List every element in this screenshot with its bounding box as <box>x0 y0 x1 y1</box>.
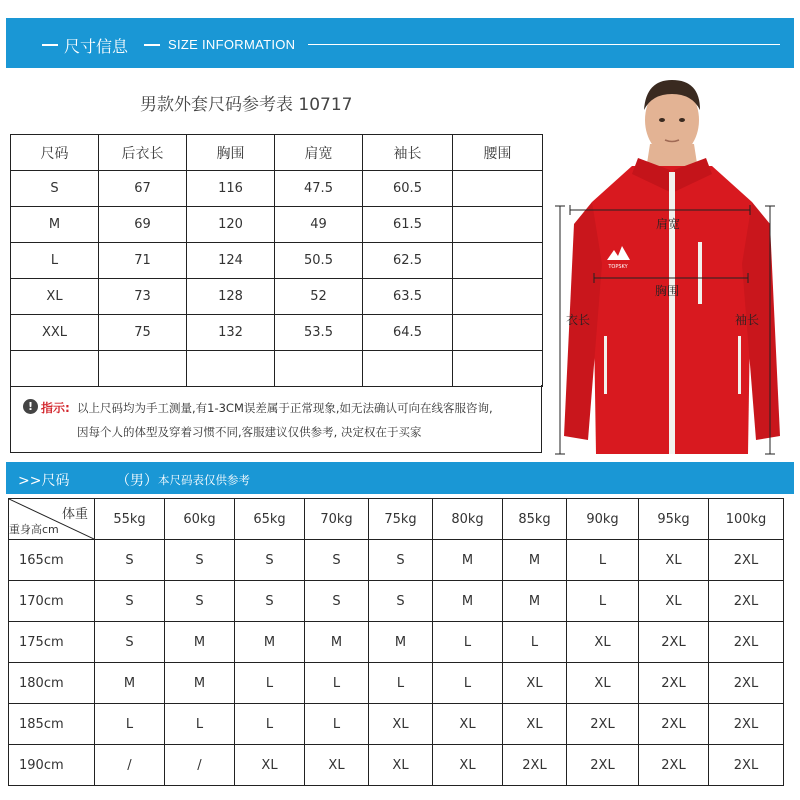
recommended-size-cell: XL <box>433 745 503 786</box>
size-chart-cell <box>363 351 453 387</box>
recommended-size-cell: L <box>235 663 305 704</box>
size-chart-cell <box>187 351 275 387</box>
recommended-size-cell: L <box>567 581 639 622</box>
recommended-size-cell: L <box>503 622 567 663</box>
recommended-size-cell: M <box>503 581 567 622</box>
size-chart-cell: L <box>11 243 99 279</box>
size-chart-title: 男款外套尺码参考表 10717 <box>140 95 353 115</box>
measurement-note <box>10 385 542 453</box>
recommended-size-cell: L <box>567 540 639 581</box>
recommended-size-cell: XL <box>503 704 567 745</box>
sleeve-label: 袖长 <box>735 313 760 327</box>
height-cell: 170cm <box>9 581 95 622</box>
recommendation-row <box>9 540 784 581</box>
weight-axis-label: 体重 <box>61 507 88 522</box>
size-chart-row <box>11 207 543 243</box>
size-chart-header: 袖长 <box>363 135 453 171</box>
chest-label: 胸围 <box>655 284 680 298</box>
banner-dash-left <box>42 44 58 46</box>
weight-header: 85kg <box>503 499 567 540</box>
recommended-size-cell: 2XL <box>567 704 639 745</box>
height-axis-label: 重身高cm <box>9 523 59 536</box>
recommended-size-cell: XL <box>639 581 709 622</box>
size-chart-cell: 60.5 <box>363 171 453 207</box>
recommended-size-cell: L <box>165 704 235 745</box>
size-chart-cell: 47.5 <box>275 171 363 207</box>
recommendation-bar <box>6 462 794 494</box>
banner-dash-right <box>144 44 160 46</box>
recommended-size-cell: / <box>165 745 235 786</box>
weight-header: 100kg <box>709 499 784 540</box>
recommendation-note: 本尺码表仅供参考 <box>158 473 250 487</box>
size-chart-cell: S <box>11 171 99 207</box>
recommended-size-cell: XL <box>639 540 709 581</box>
recommended-size-cell: XL <box>567 663 639 704</box>
recommended-size-cell: S <box>305 581 369 622</box>
size-chart-cell: 132 <box>187 315 275 351</box>
recommended-size-cell: 2XL <box>709 704 784 745</box>
recommended-size-cell: S <box>369 581 433 622</box>
weight-header: 70kg <box>305 499 369 540</box>
size-chart-header: 腰围 <box>453 135 543 171</box>
note-label: 指示: <box>41 401 70 415</box>
recommendation-header-row <box>9 499 784 540</box>
size-chart-cell: 61.5 <box>363 207 453 243</box>
recommended-size-cell: S <box>305 540 369 581</box>
size-chart-row <box>11 351 543 387</box>
size-chart-cell: 75 <box>99 315 187 351</box>
size-chart-cell: 69 <box>99 207 187 243</box>
size-chart-cell: 124 <box>187 243 275 279</box>
size-chart-body <box>11 171 543 387</box>
recommended-size-cell: XL <box>433 704 503 745</box>
alert-icon: ! <box>23 399 38 414</box>
recommended-size-cell: XL <box>305 745 369 786</box>
size-chart-cell: 62.5 <box>363 243 453 279</box>
size-chart-cell: M <box>11 207 99 243</box>
recommended-size-cell: M <box>235 622 305 663</box>
height-cell: 165cm <box>9 540 95 581</box>
recommended-size-cell: M <box>433 540 503 581</box>
recommended-size-cell: 2XL <box>639 622 709 663</box>
size-chart-cell: 49 <box>275 207 363 243</box>
recommended-size-cell: L <box>95 704 165 745</box>
recommended-size-cell: L <box>305 704 369 745</box>
size-chart-cell <box>453 315 543 351</box>
length-label: 衣长 <box>566 313 591 327</box>
size-chart-row <box>11 243 543 279</box>
size-recommendation-table <box>8 498 784 786</box>
recommended-size-cell: L <box>433 663 503 704</box>
recommended-size-cell: M <box>503 540 567 581</box>
recommendation-row <box>9 622 784 663</box>
size-chart-cell <box>453 171 543 207</box>
weight-header: 55kg <box>95 499 165 540</box>
recommended-size-cell: M <box>433 581 503 622</box>
height-cell: 190cm <box>9 745 95 786</box>
recommended-size-cell: S <box>95 540 165 581</box>
size-chart-header: 尺码 <box>11 135 99 171</box>
recommended-size-cell: XL <box>235 745 305 786</box>
height-cell: 175cm <box>9 622 95 663</box>
corner-cell <box>9 499 95 540</box>
size-chart-cell: XXL <box>11 315 99 351</box>
recommended-size-cell: XL <box>503 663 567 704</box>
size-chart-header: 后衣长 <box>99 135 187 171</box>
recommended-size-cell: / <box>95 745 165 786</box>
recommended-size-cell: M <box>305 622 369 663</box>
weight-header: 75kg <box>369 499 433 540</box>
size-chart-cell: 116 <box>187 171 275 207</box>
recommended-size-cell: S <box>165 581 235 622</box>
recommended-size-cell: XL <box>369 704 433 745</box>
size-chart-cell: 120 <box>187 207 275 243</box>
recommended-size-cell: L <box>369 663 433 704</box>
recommended-size-cell: XL <box>369 745 433 786</box>
size-chart-cell <box>453 351 543 387</box>
recommended-size-cell: M <box>165 663 235 704</box>
size-chart-cell: XL <box>11 279 99 315</box>
recommended-size-cell: 2XL <box>709 540 784 581</box>
recommendation-body <box>9 540 784 786</box>
recommended-size-cell: 2XL <box>503 745 567 786</box>
note-text-line-1: 以上尺码均为手工测量,有1-3CM误差属于正常现象,如无法确认可向在线客服咨询, <box>77 401 493 415</box>
size-chart-cell <box>99 351 187 387</box>
weight-header: 90kg <box>567 499 639 540</box>
recommended-size-cell: S <box>235 540 305 581</box>
recommended-size-cell: S <box>95 581 165 622</box>
weight-header: 80kg <box>433 499 503 540</box>
banner-rule <box>308 44 780 45</box>
recommended-size-cell: 2XL <box>709 663 784 704</box>
recommended-size-cell: M <box>165 622 235 663</box>
size-chart-cell <box>453 207 543 243</box>
size-chart-cell: 64.5 <box>363 315 453 351</box>
recommended-size-cell: L <box>235 704 305 745</box>
recommended-size-cell: XL <box>567 622 639 663</box>
recommended-size-cell: 2XL <box>567 745 639 786</box>
height-cell: 185cm <box>9 704 95 745</box>
recommendation-gender: （男） <box>116 473 158 489</box>
size-chart-header: 肩宽 <box>275 135 363 171</box>
size-chart-cell <box>453 279 543 315</box>
size-chart-header-row <box>11 135 543 171</box>
recommended-size-cell: S <box>95 622 165 663</box>
height-cell: 180cm <box>9 663 95 704</box>
recommendation-row <box>9 745 784 786</box>
size-chart-row <box>11 171 543 207</box>
section-banner <box>6 18 794 68</box>
banner-title-en: SIZE INFORMATION <box>168 37 296 52</box>
brand-logo-text: TOPSKY <box>608 264 628 270</box>
weight-header: 60kg <box>165 499 235 540</box>
recommended-size-cell: 2XL <box>639 663 709 704</box>
size-chart-header: 胸围 <box>187 135 275 171</box>
recommended-size-cell: 2XL <box>709 622 784 663</box>
shoulder-label: 肩宽 <box>656 217 681 231</box>
size-chart-row <box>11 279 543 315</box>
banner-title-cn: 尺寸信息 <box>64 37 129 56</box>
size-chart-cell: 71 <box>99 243 187 279</box>
size-chart-cell: 67 <box>99 171 187 207</box>
size-chart-cell <box>453 243 543 279</box>
weight-header: 65kg <box>235 499 305 540</box>
size-chart-cell <box>275 351 363 387</box>
note-text-line-2: 因每个人的体型及穿着习惯不同,客服建议仅供参考, 决定权在于买家 <box>77 425 422 439</box>
size-chart-cell <box>11 351 99 387</box>
model-jacket-photo <box>552 74 792 460</box>
recommendation-row <box>9 663 784 704</box>
recommended-size-cell: L <box>305 663 369 704</box>
size-chart-table <box>10 134 543 387</box>
recommendation-row <box>9 581 784 622</box>
recommended-size-cell: S <box>235 581 305 622</box>
recommended-size-cell: S <box>369 540 433 581</box>
recommended-size-cell: S <box>165 540 235 581</box>
size-chart-cell: 73 <box>99 279 187 315</box>
size-chart-row <box>11 315 543 351</box>
recommendation-row <box>9 704 784 745</box>
recommended-size-cell: 2XL <box>709 745 784 786</box>
jacket-zipper <box>669 172 675 454</box>
recommended-size-cell: 2XL <box>639 704 709 745</box>
size-chart-cell: 52 <box>275 279 363 315</box>
recommended-size-cell: M <box>369 622 433 663</box>
recommendation-prefix: >>尺码 <box>18 473 70 489</box>
weight-header: 95kg <box>639 499 709 540</box>
recommended-size-cell: M <box>95 663 165 704</box>
size-chart-cell: 63.5 <box>363 279 453 315</box>
size-chart-cell: 50.5 <box>275 243 363 279</box>
recommended-size-cell: L <box>433 622 503 663</box>
size-chart-cell: 128 <box>187 279 275 315</box>
recommended-size-cell: 2XL <box>639 745 709 786</box>
size-chart-cell: 53.5 <box>275 315 363 351</box>
recommended-size-cell: 2XL <box>709 581 784 622</box>
